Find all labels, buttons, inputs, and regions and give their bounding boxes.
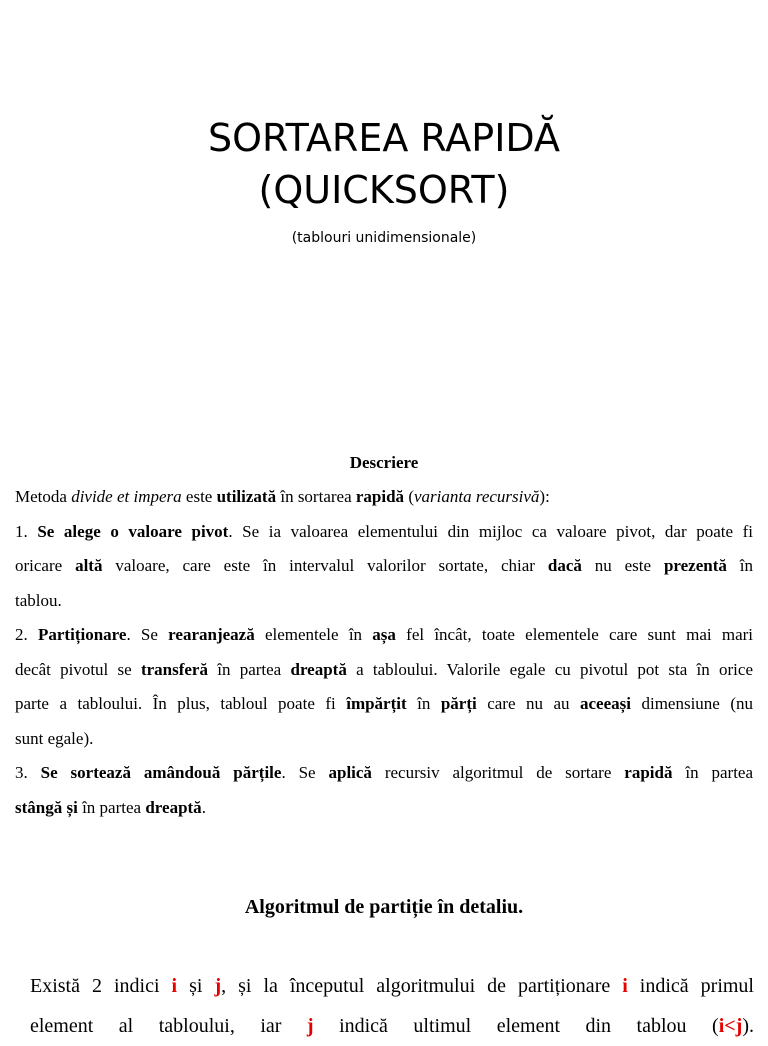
step3-line-1: 3. Se sortează amândouă părțile. Se aplică recursiv algoritmul de sortare rapidă în partea <box>15 763 754 782</box>
step2-line-4: sunt egale). <box>15 728 94 748</box>
step2-line-3: parte a tabloului. În plus, tabloul poate fi împărțit în părți care nu au aceeași dimensiune (nu <box>15 694 753 713</box>
step1-line-2: oricare altă valoare, care este în intervalul valorilor sortate, chiar dacă nu este prezentă în <box>15 556 753 575</box>
index-j: j <box>214 975 222 997</box>
page-subtitle: (tablouri unidimensionale) <box>291 230 477 246</box>
title-line-1: SORTAREA RAPIDĂ <box>208 116 560 160</box>
step2-line-2: decât pivotul se transferă în partea dreaptă a tabloului. Valorile egale cu pivotul pot sta în orice <box>15 659 753 679</box>
partition-line-2: element al tabloului, iar j indică ultimul element din tablou (i<j). <box>30 1015 754 1037</box>
partition-heading: Algoritmul de partiție în detaliu. <box>244 896 524 918</box>
step2-line-1: 2. Partiționare. Se rearanjează elementele în așa fel încât, toate elementele care sunt mai mari <box>15 625 754 644</box>
description-heading: Descriere <box>349 453 419 472</box>
step1-line-3: tablou. <box>15 590 62 610</box>
step1-line-1: 1. Se alege o valoare pivot. Se ia valoarea elementului din mijloc ca valoare pivot, dar poate fi <box>15 521 753 541</box>
page-title <box>0 112 768 216</box>
title-line-2: (QUICKSORT) <box>258 168 510 212</box>
index-j: j <box>306 1015 314 1037</box>
index-i: i <box>622 975 628 997</box>
step3-line-2: stângă și în partea dreaptă. <box>15 797 206 817</box>
partition-line-1: Există 2 indici i și j, și la începutul algoritmului de partiționare i indică primul <box>30 975 754 997</box>
description-body <box>15 480 753 825</box>
index-i: i <box>171 975 178 997</box>
partition-paragraph <box>30 966 754 1046</box>
intro-line: Metoda divide et impera este utilizată în sortarea rapidă (varianta recursivă): <box>15 487 550 506</box>
index-condition: i<j <box>718 1015 743 1037</box>
